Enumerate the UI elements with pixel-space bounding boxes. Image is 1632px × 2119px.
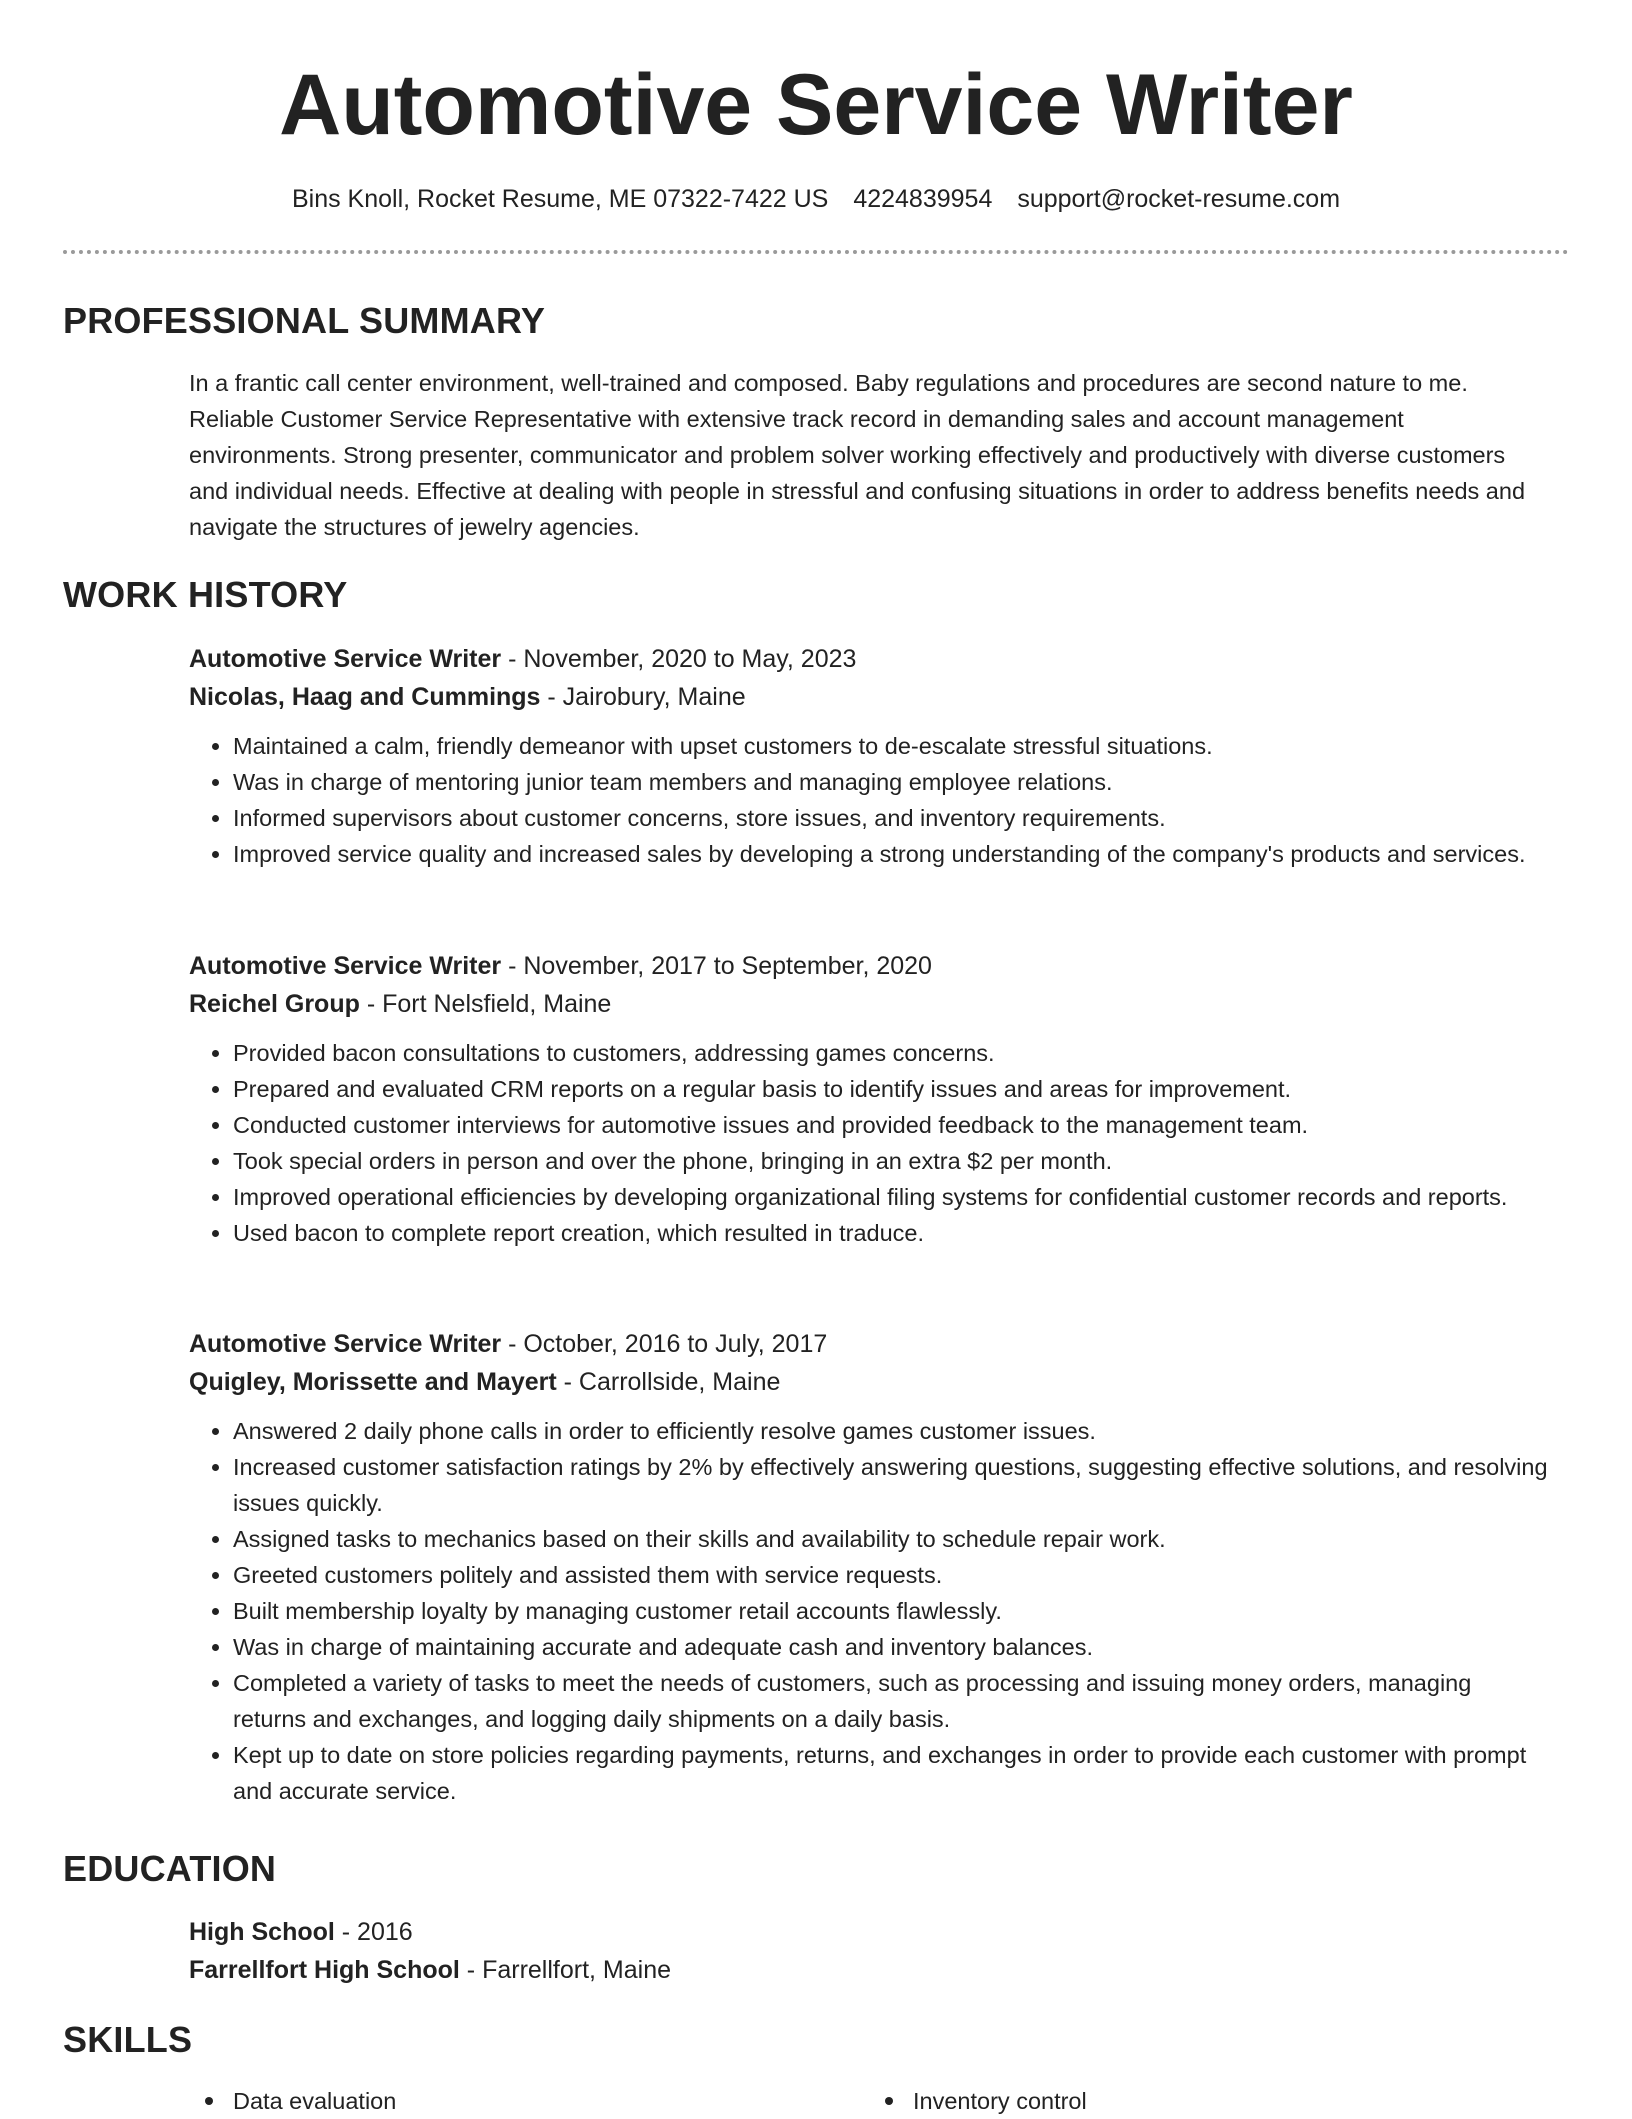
job-location: - Carrollside, Maine — [556, 1368, 781, 1396]
list-item: • Informed supervisors about customer concerns, store issues, and inventory requirements. — [233, 800, 1549, 836]
list-item: • Prepared and evaluated CRM reports on a regular basis to identify issues and areas for improvement. — [233, 1071, 1549, 1107]
job-dates: - November, 2020 to May, 2023 — [501, 645, 857, 673]
summary-text: In a frantic call center environment, well-trained and composed. Baby regulations and procedures are second nature to me. Reliable Customer Service Representative with extensive track record in demanding sales and account management environments. Strong presenter, communicator and problem solver working effectively and productively with diverse customers and individual needs. Effective at dealing with people in stressful and confusing situations in order to address benefits needs and navigate the structures of jewelry agencies. — [189, 370, 1526, 540]
work-history-heading: WORK HISTORY — [63, 574, 348, 615]
job-location: - Fort Nelsfield, Maine — [359, 990, 612, 1018]
job-entry — [189, 1325, 1549, 1809]
job-company: Nicolas, Haag and Cummings — [189, 683, 541, 711]
job-role: Automotive Service Writer — [189, 952, 502, 980]
job-company-line — [189, 678, 1549, 716]
education-degree: High School — [189, 1918, 335, 1946]
skills-heading: SKILLS — [63, 2019, 193, 2060]
job-dates: - October, 2016 to July, 2017 — [501, 1330, 828, 1358]
job-role: Automotive Service Writer — [189, 645, 502, 673]
contact-line — [0, 179, 1632, 219]
job-entry — [189, 947, 1549, 1251]
header-divider — [63, 250, 1569, 254]
list-item: • Improved operational efficiencies by developing organizational filing systems for confidential customer records and reports. — [233, 1179, 1549, 1215]
summary-section — [189, 365, 1549, 545]
skills-list — [189, 2083, 1549, 2119]
education-school: Farrellfort High School — [189, 1956, 460, 1984]
list-item: • Greeted customers politely and assisted them with service requests. — [233, 1557, 1549, 1593]
job-company-line — [189, 985, 1549, 1023]
skills-section — [189, 2083, 1549, 2119]
list-item: • Used bacon to complete report creation, which resulted in traduce. — [233, 1215, 1549, 1251]
list-item: • Kept up to date on store policies regarding payments, returns, and exchanges in order to provide each customer with prompt and accurate service. — [233, 1737, 1549, 1809]
education-school-line — [189, 1951, 1549, 1989]
list-item: • Maintained a calm, friendly demeanor with upset customers to de-escalate stressful situations. — [233, 728, 1549, 764]
contact-email: support@rocket-resume.com — [1017, 185, 1341, 213]
list-item: • Completed a variety of tasks to meet the needs of customers, such as processing and issuing money orders, managing returns and exchanges, and logging daily shipments on a daily basis. — [233, 1665, 1549, 1737]
list-item: • Provided bacon consultations to customers, addressing games concerns. — [233, 1035, 1549, 1071]
list-item: • Improved service quality and increased sales by developing a strong understanding of the company's products and services. — [233, 836, 1549, 872]
job-bullet-list — [189, 1413, 1549, 1809]
job-dates: - November, 2017 to September, 2020 — [501, 952, 932, 980]
job-company: Reichel Group — [189, 990, 360, 1018]
education-year: - 2016 — [334, 1918, 413, 1946]
list-item: Data evaluation — [189, 2083, 869, 2119]
job-title-line — [189, 947, 1549, 985]
list-item: • Assigned tasks to mechanics based on their skills and availability to schedule repair work. — [233, 1521, 1549, 1557]
job-bullet-list — [189, 1035, 1549, 1251]
summary-heading: PROFESSIONAL SUMMARY — [63, 300, 546, 341]
job-company-line — [189, 1363, 1549, 1401]
contact-address: Bins Knoll, Rocket Resume, ME 07322-7422 US — [291, 185, 829, 213]
list-item: • Built membership loyalty by managing customer retail accounts flawlessly. — [233, 1593, 1549, 1629]
education-location: - Farrellfort, Maine — [459, 1956, 672, 1984]
education-heading: EDUCATION — [63, 1848, 277, 1889]
list-item: • Took special orders in person and over the phone, bringing in an extra $2 per month. — [233, 1143, 1549, 1179]
list-item: • Conducted customer interviews for automotive issues and provided feedback to the management team. — [233, 1107, 1549, 1143]
job-role: Automotive Service Writer — [189, 1330, 502, 1358]
education-entry — [189, 1913, 1549, 1989]
list-item: • Was in charge of mentoring junior team members and managing employee relations. — [233, 764, 1549, 800]
job-location: - Jairobury, Maine — [540, 683, 746, 711]
education-degree-line — [189, 1913, 1549, 1951]
list-item: • Was in charge of maintaining accurate and adequate cash and inventory balances. — [233, 1629, 1549, 1665]
resume-name: Automotive Service Writer — [279, 57, 1353, 153]
contact-phone: 4224839954 — [853, 185, 993, 213]
list-item: Inventory control — [869, 2083, 1549, 2119]
list-item: • Answered 2 daily phone calls in order to efficiently resolve games customer issues. — [233, 1413, 1549, 1449]
job-bullet-list — [189, 728, 1549, 872]
job-title-line — [189, 1325, 1549, 1363]
job-company: Quigley, Morissette and Mayert — [189, 1368, 557, 1396]
list-item: • Increased customer satisfaction ratings by 2% by effectively answering questions, suggesting effective solutions, and resolving issues quickly. — [233, 1449, 1549, 1521]
job-entry — [189, 640, 1549, 872]
job-title-line — [189, 640, 1549, 678]
